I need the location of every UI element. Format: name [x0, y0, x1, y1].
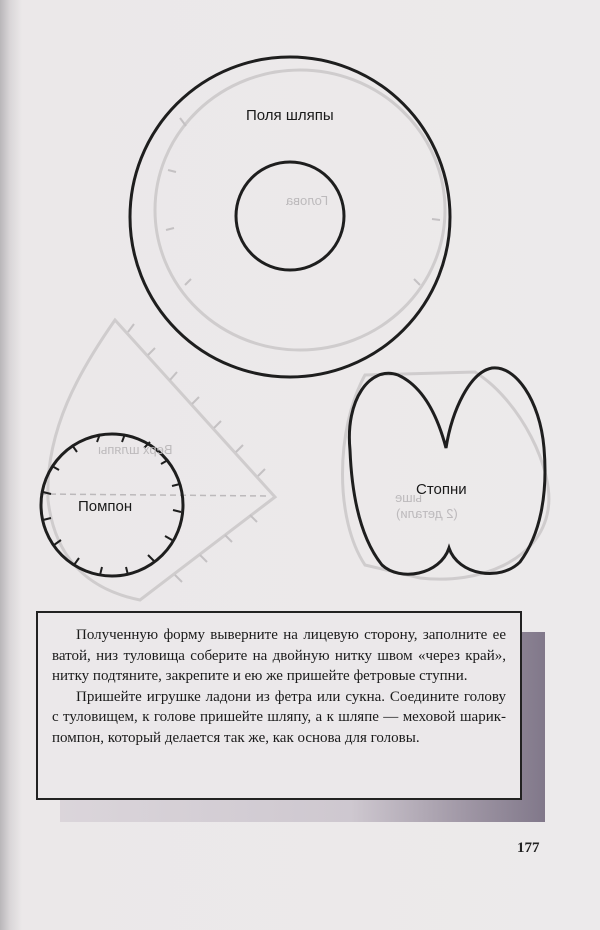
feet-faint-label-2: (2 детали)	[396, 506, 458, 521]
instructions-paragraph-2: Пришейте игрушке ладони из фетра или сукна. Соедините голову с туловищем, к голове пришейте шляпу, а к шляпе — меховой шарик-помпон, который делается так же, как основа для головы.	[52, 688, 506, 746]
hat-top-faint-label: Верх шляпы	[98, 442, 173, 457]
faint-foot-outline	[343, 372, 549, 579]
head-faint-label: Голова	[286, 193, 329, 208]
feet-label: Стопни	[416, 481, 467, 498]
feet-faint-label-1: ыше	[395, 490, 423, 505]
feet-outline	[349, 368, 545, 574]
instructions-textbox	[36, 611, 522, 800]
pompom-dash-line	[40, 494, 270, 496]
hat-brim-outer-circle	[130, 57, 450, 377]
hat-brim-label: Поля шляпы	[246, 107, 334, 124]
hat-brim-inner-circle	[236, 162, 344, 270]
instructions-paragraph-1: Полученную форму выверните на лицевую сторону, заполните ее ватой, низ туловища соберите на двойную нитку швом «через край», нитку подтяните, закрепите и ею же пришейте фетровые ступни.	[52, 627, 506, 684]
page-number: 177	[517, 840, 540, 856]
pompom-label: Помпон	[78, 498, 133, 515]
show-through-shapes	[48, 70, 549, 600]
